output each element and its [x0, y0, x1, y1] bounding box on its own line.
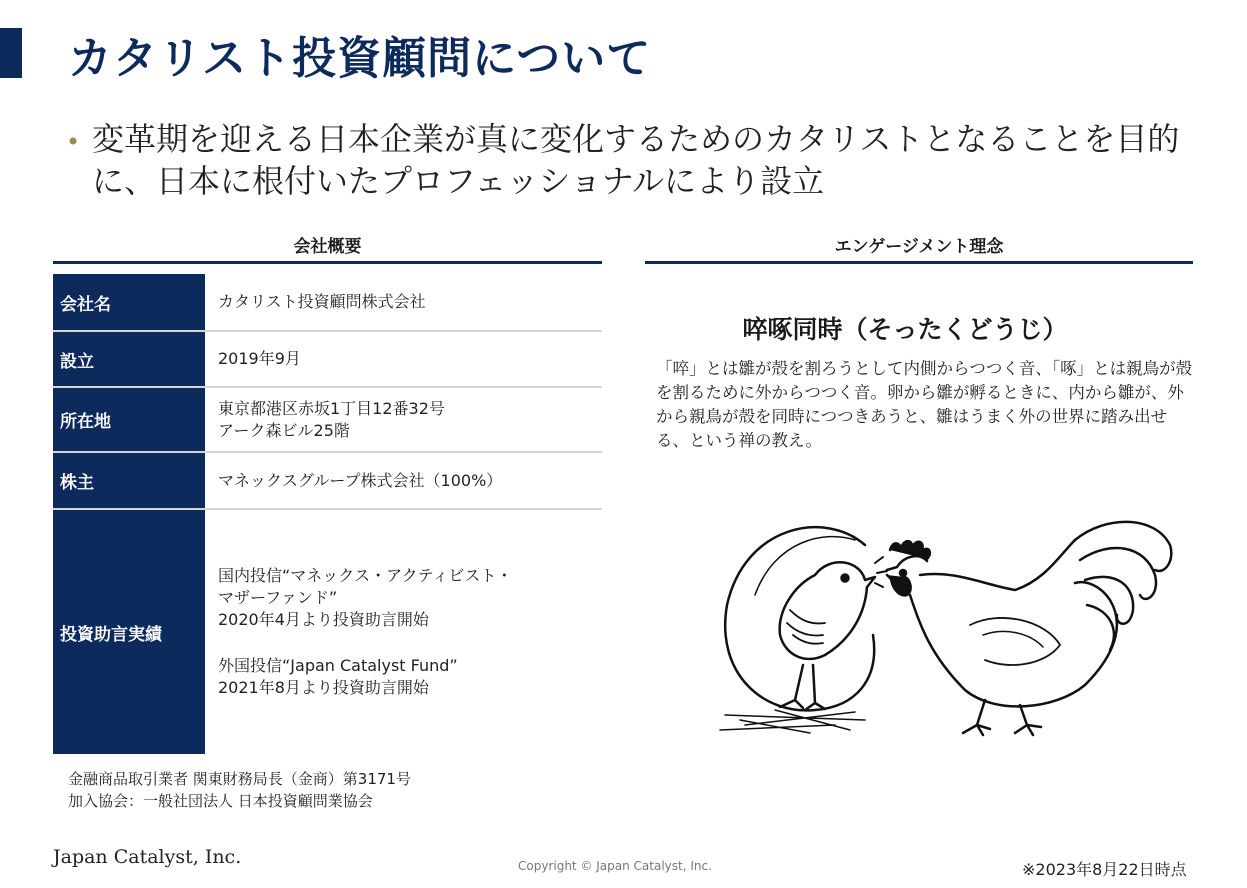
lead-text: 変革期を迎える日本企業が真に変化するためのカタリストとなることを目的に、日本に根付いたプロフェッショナルにより設立 — [92, 120, 1180, 200]
row-label: 投資助言実績 — [53, 510, 205, 754]
engagement-rule — [645, 261, 1193, 264]
row-value: 国内投信“マネックス・アクティビスト・ マザーファンド” 2020年4月より投資助言開始 外国投信“Japan Catalyst Fund” 2021年8月より投資助言開始 — [218, 566, 513, 697]
title-accent-bar — [0, 28, 22, 78]
page-title: カタリスト投資顧問について — [68, 33, 652, 84]
engagement-heading: エンゲージメント理念 — [834, 237, 1004, 257]
row-value: カタリスト投資顧問株式会社 — [218, 292, 426, 311]
company-info-table — [53, 274, 602, 754]
row-label: 所在地 — [53, 388, 205, 451]
chick-and-hen-illustration-icon — [715, 515, 1185, 745]
copyright-text: Copyright © Japan Catalyst, Inc. — [518, 859, 712, 873]
company-overview-rule — [53, 261, 602, 264]
row-label: 株主 — [53, 453, 205, 508]
row-value: 東京都港区赤坂1丁目12番32号 アーク森ビル25階 — [218, 398, 445, 440]
row-label: 設立 — [53, 332, 205, 386]
row-value: 2019年9月 — [218, 349, 301, 368]
table-row — [53, 274, 602, 332]
table-row — [53, 510, 602, 754]
company-logo: Japan Catalyst, Inc. — [53, 846, 242, 868]
company-overview-heading: 会社概要 — [293, 237, 362, 257]
row-label: 会社名 — [53, 274, 205, 330]
registration-info: 金融商品取引業者 関東財務局長（金商）第3171号 加入協会：一般社団法人 日本投資顧問業協会 — [68, 770, 411, 810]
philosophy-body: 「啐」とは雛が殻を割ろうとして内側からつつく音、「啄」とは親鳥が殻を割るために外からつつく音。卵から雛が孵るときに、内から雛が、外から親鳥が殻を同時につつきあうと、雛はうまく外の世界に踏み出せる、という禅の教え。 — [656, 359, 1193, 450]
table-row — [53, 332, 602, 388]
table-row — [53, 453, 602, 510]
table-row — [53, 388, 602, 453]
bullet-icon: • — [66, 128, 81, 156]
as-of-date: ※2023年8月22日時点 — [1022, 860, 1187, 879]
row-value: マネックスグループ株式会社（100%） — [218, 470, 503, 490]
philosophy-title: 啐啄同時（そったくどうじ） — [742, 315, 1068, 344]
